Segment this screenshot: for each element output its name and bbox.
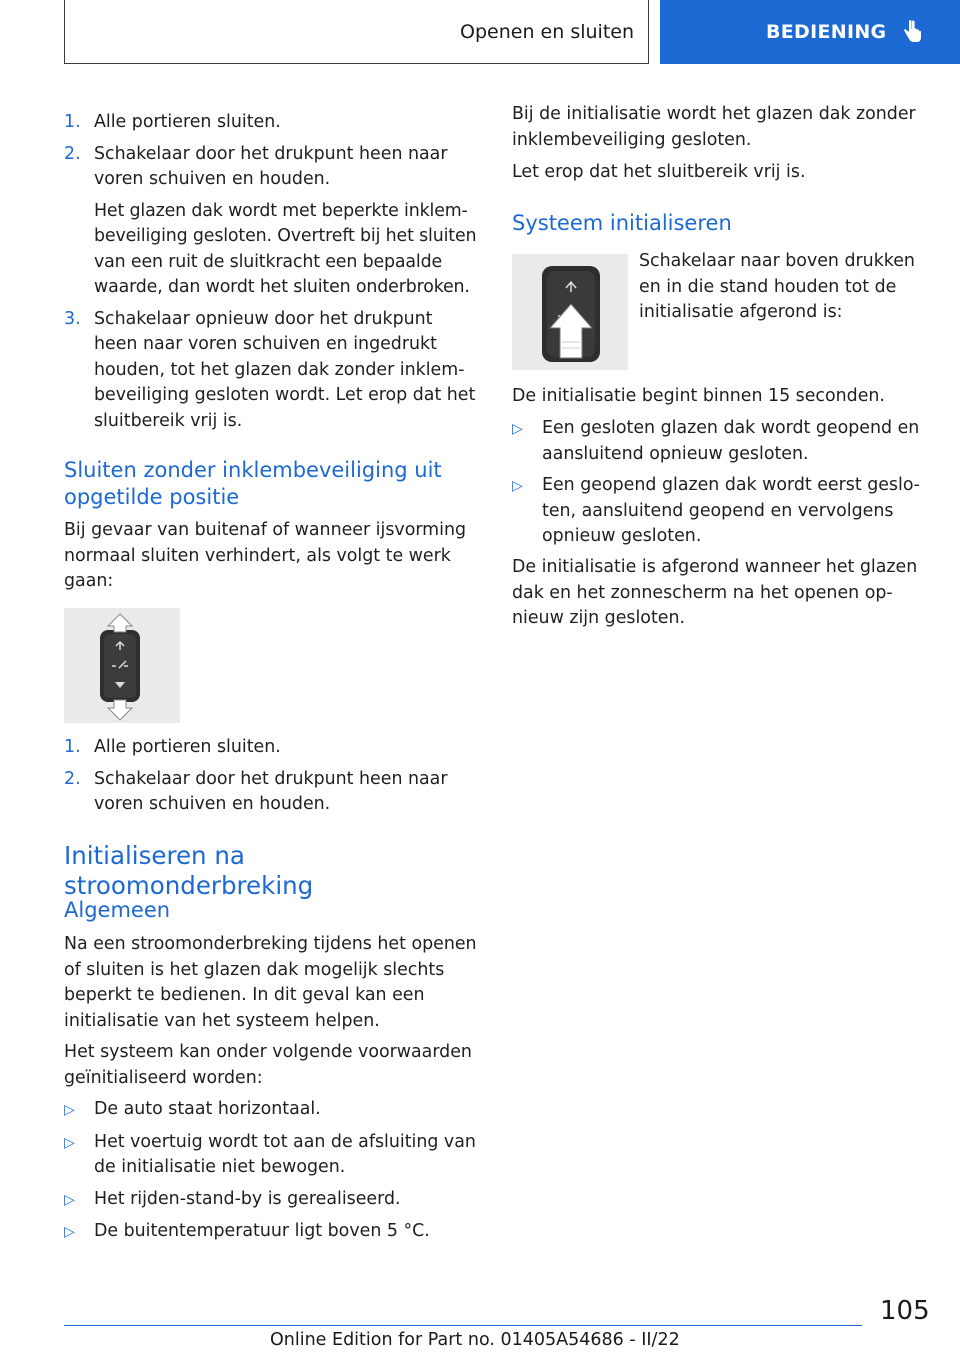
header-section-title: Openen en sluiten xyxy=(460,20,634,43)
header-section-box xyxy=(64,0,649,64)
list-item: 3. Schakelaar opnieuw door het drukpunt heen naar voren schuiven en ingedrukt houden, tot het glazen dak zonder inklembeveiliging gesloten wordt. Let erop dat het sluitbereik vrij is. xyxy=(64,308,476,431)
list-item: 1. Alle portieren sluiten. xyxy=(64,737,281,757)
conditions-intro: Het systeem kan onder volgende voorwaarden geïnitialiseerd worden: xyxy=(64,1042,472,1088)
list-item: ▷ Het rijden-stand-by is gerealiseerd. xyxy=(64,1187,480,1214)
pointing-hand-icon xyxy=(900,19,924,45)
triangle-bullet-icon: ▷ xyxy=(512,421,523,437)
init-behaviour-list xyxy=(512,416,930,550)
init-start-note: De initialisatie begint binnen 15 seconden. xyxy=(512,386,885,406)
step-list-2 xyxy=(64,735,480,818)
heading-initialize-after-power-loss: Initialiseren na stroomonderbreking xyxy=(64,841,314,900)
init-paragraph-2: Let erop dat het sluitbereik vrij is. xyxy=(512,162,806,182)
page-number: 105 xyxy=(880,1296,930,1326)
section-intro: Bij gevaar van buitenaf of wanneer ijsvorming normaal sluiten verhindert, als volgt te werk gaan: xyxy=(64,520,467,591)
general-paragraph: Na een stroomonderbreking tijdens het openen of sluiten is het glazen dak mogelijk slechts beperkt te bedienen. In dit geval kan een initialisatie van het systeem helpen. xyxy=(64,934,477,1031)
list-item: 1. Alle portieren sluiten. xyxy=(64,112,281,132)
subheading-general: Algemeen xyxy=(64,898,171,922)
roof-switch-up-illustration xyxy=(512,254,628,370)
list-item: 2. Schakelaar door het drukpunt heen naar voren schuiven en houden. xyxy=(64,768,448,814)
heading-system-initialize: Systeem initialiseren xyxy=(512,211,732,235)
list-item: ▷ De buitentemperatuur ligt boven 5 °C. xyxy=(64,1219,480,1246)
header-chapter-tab[interactable] xyxy=(660,0,960,64)
footer-edition: Online Edition for Part no. 01405A54686 - II/22 xyxy=(270,1330,680,1350)
conditions-list xyxy=(64,1097,480,1246)
triangle-bullet-icon: ▷ xyxy=(64,1102,75,1118)
triangle-bullet-icon: ▷ xyxy=(512,478,523,494)
triangle-bullet-icon: ▷ xyxy=(64,1134,75,1151)
header-chapter-title: BEDIENING xyxy=(766,21,887,43)
list-item-note: Het glazen dak wordt met beperkte inklembeveiliging gesloten. Overtreft bij het sluiten van een ruit de sluitkracht een bepaalde waarde, dan wordt het sluiten onderbroken. xyxy=(94,200,477,297)
section-heading-close-without-pinch: Sluiten zonder inklembeveiliging uit opgetilde positie xyxy=(64,458,442,509)
list-item: ▷ De auto staat horizontaal. xyxy=(64,1097,480,1124)
footer-divider xyxy=(64,1325,862,1326)
list-item: ▷ Een geopend glazen dak wordt eerst gesloten, aansluitend geopend en vervolgens opnieuw gesloten. xyxy=(512,473,930,550)
triangle-bullet-icon: ▷ xyxy=(64,1191,75,1208)
list-item: 2. Schakelaar door het drukpunt heen naar voren schuiven en houden. xyxy=(64,143,448,189)
init-complete-note: De initialisatie is afgerond wanneer het glazen dak en het zonnescherm na het openen opnieuw zijn gesloten. xyxy=(512,557,918,628)
init-paragraph-1: Bij de initialisatie wordt het glazen dak zonder inklembeveiliging gesloten. xyxy=(512,104,916,150)
switch-image-initialize xyxy=(512,254,628,370)
switch-image-close xyxy=(64,608,180,723)
image-caption: Schakelaar naar boven drukken en in die stand houden tot de initialisatie afgerond is: xyxy=(639,251,915,322)
list-item: ▷ Het voertuig wordt tot aan de afsluiting van de initialisatie niet bewogen. xyxy=(64,1130,480,1181)
roof-switch-illustration xyxy=(64,608,180,723)
triangle-bullet-icon: ▷ xyxy=(64,1224,75,1240)
step-list-1 xyxy=(64,110,480,434)
list-item: ▷ Een gesloten glazen dak wordt geopend en aansluitend opnieuw gesloten. xyxy=(512,416,930,467)
